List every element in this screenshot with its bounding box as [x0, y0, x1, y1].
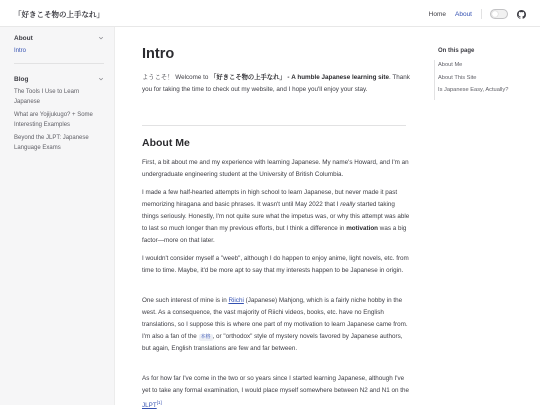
sidebar-heading-blog: Blog [14, 75, 29, 83]
progress-text-1: As for how far I've come in the two or so years since I started learning Japanese, although I've yet to take any formal examination, I would place myself somewhere between N2 and N1 on the [142, 375, 410, 394]
theme-toggle[interactable] [490, 9, 508, 19]
history-bold: motivation [346, 225, 379, 232]
intro-text-2: . Thank you for taking the time to check out my website, and I hope you'll enjoy your stay. [142, 74, 410, 93]
paragraph-weeb: I wouldn't consider myself a "weeb", although I do happen to enjoy anime, light novels, etc. from time to time. Maybe, it'd be more apt to say that my interests happen to be Japanese in origin. [142, 255, 409, 274]
sidebar-divider [14, 63, 104, 64]
outline-bar [434, 60, 435, 100]
intro-site-name: 「好きこそ物の上手なれ」 - A humble Japanese learning site [210, 74, 390, 81]
intro-text-1: ようこそ！ Welcome to [142, 74, 211, 81]
paragraph-history [142, 187, 410, 247]
outline-title: On this page [438, 48, 475, 54]
sidebar-item-tools[interactable]: The Tools I Use to Learn Japanese [14, 89, 80, 105]
intro-paragraph [142, 72, 410, 96]
nav-about-link[interactable]: About [455, 10, 472, 18]
page-title: Intro [142, 46, 175, 62]
sidebar-item-yojijukugo[interactable]: What are Yojijukugo? + Some Interesting Examples [14, 112, 93, 128]
sidebar-heading-about: About [14, 34, 33, 42]
sidebar-item-beyond-jlpt[interactable]: Beyond the JLPT: Japanese Language Exams [14, 135, 89, 151]
outline-item-japanese-easy[interactable]: Is Japanese Easy, Actually? [438, 87, 509, 93]
sidebar [0, 27, 115, 405]
riichi-text-3: , or "orthodox" style of mystery novels favored by Japanese authors, but again, English translations are few and far between. [142, 333, 403, 352]
footnote-ref[interactable]: [1] [156, 400, 162, 405]
theme-toggle-knob [492, 11, 498, 17]
outline-item-about-me[interactable]: About Me [438, 62, 463, 68]
jlpt-link[interactable]: JLPT [142, 402, 157, 410]
history-text-1: I made a few half-hearted attempts in high school to learn Japanese, but never made it past memorizing hiragana and basic phrases. It wasn't until May 2022 that I [142, 189, 398, 208]
sidebar-heading-about-row[interactable] [14, 33, 104, 43]
outline-item-about-site[interactable]: About This Site [438, 74, 477, 81]
honkaku-code: 本格 [200, 334, 211, 340]
history-text-2: started taking things seriously. Honestly, I'm not quite sure what the impetus was, or why this attempt was able to last so much longer than my previous efforts, but I think a difference in [142, 201, 410, 232]
section-divider [142, 125, 406, 126]
about-me-heading: About Me [142, 137, 190, 149]
paragraph-riichi [142, 295, 410, 355]
riichi-text-2: (Japanese) Mahjong, which is a fairly niche hobby in the west. As a consequence, the vast majority of Riichi videos, books, etc. have no English translations, so I suppose this is where one part of my motivation to learn Japanese came from. I'm also a fan of the [142, 297, 408, 340]
page-outline [438, 48, 538, 97]
sidebar-item-intro[interactable]: Intro [14, 48, 27, 54]
main-content [142, 27, 410, 410]
riichi-link[interactable]: Riichi [228, 297, 244, 304]
paragraph-intro-self: First, a bit about me and my experience with learning Japanese. My name's Howard, and I'm an undergraduate engineering student at the University of British Columbia. [142, 159, 409, 178]
nav-home-link[interactable]: Home [428, 10, 446, 18]
sidebar-section-about [14, 33, 104, 57]
paragraph-progress [142, 373, 410, 412]
history-text-3: was a big factor—more on that later. [142, 225, 407, 244]
site-title[interactable]: 「好きこそ物の上手なれ」 [14, 10, 104, 19]
nav-divider [481, 9, 482, 19]
github-icon[interactable] [517, 10, 526, 19]
top-navbar [0, 0, 540, 27]
chevron-down-icon[interactable] [98, 76, 104, 82]
history-emphasis: really [340, 201, 356, 208]
chevron-down-icon[interactable] [98, 35, 104, 41]
sidebar-heading-blog-row[interactable] [14, 74, 104, 84]
nav-links [429, 6, 526, 22]
riichi-text-1: One such interest of mine is in [142, 297, 229, 304]
sidebar-section-blog [14, 74, 104, 153]
